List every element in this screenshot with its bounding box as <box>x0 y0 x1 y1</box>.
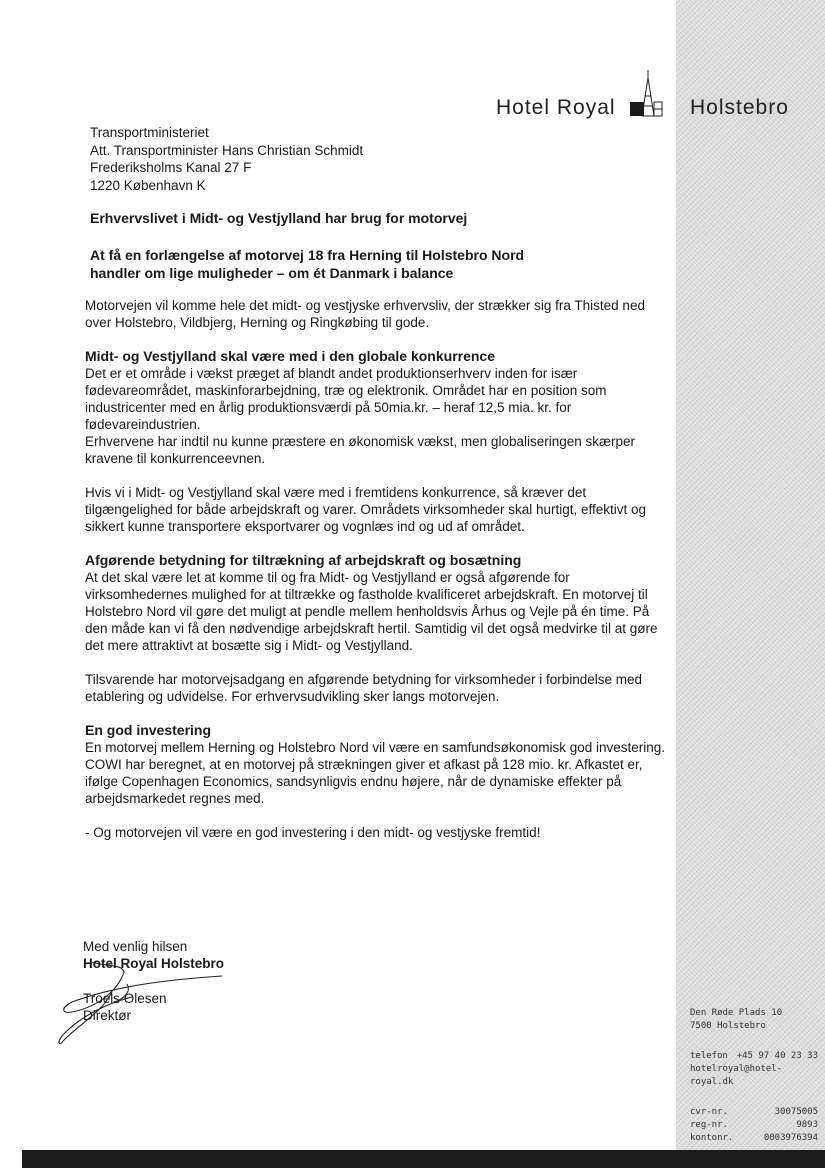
contact-phone-row <box>690 1050 818 1063</box>
section-paragraph: - Og motorvejen vil være en god investering i den midt- og vestjyske fremtid! <box>85 825 541 840</box>
contact-id-row <box>690 1106 818 1119</box>
signer-title: Direktør <box>83 1008 131 1023</box>
section-accessibility <box>85 484 670 535</box>
section-paragraph: Hvis vi i Midt- og Vestjylland skal være med i fremtidens konkurrence, så kræver det tilgængelighed for både arbejdskraft og varer. Områdets virksomheder skal hurtigt, effektivt og sikkert kunne transportere eksportvarer og vognlæs ind og ud af området. <box>85 485 647 534</box>
contact-id-label: cvr-nr. <box>690 1107 728 1117</box>
contact-phone-label: telefon <box>690 1051 728 1061</box>
contact-id-row <box>690 1132 818 1145</box>
letter-subject: Erhvervslivet i Midt- og Vestjylland har brug for motorvej <box>90 210 468 226</box>
section-final-remark <box>85 824 670 841</box>
recipient-line: Frederiksholms Kanal 27 F <box>90 160 252 175</box>
section-paragraph: Det er et område i vækst præget af blandt andet produktionserhverv inden for især fødevareområdet, maskinforarbejdning, træ og elektronik. Området har en position som industricenter med en årlig produktionsværdi på 50mia.kr. – heraf 12,5 mia. kr. for fødevareindustrien. <box>85 366 607 432</box>
contact-city: 7500 Holstebro <box>690 1021 766 1031</box>
footer-bar <box>22 1150 825 1168</box>
recipient-line: 1220 København K <box>90 177 206 193</box>
contact-id-row <box>690 1119 818 1132</box>
contact-id-value: 0003976394 <box>763 1133 818 1143</box>
contact-id-label: reg-nr. <box>690 1120 728 1130</box>
recipient-line: Att. Transportminister Hans Christian Schmidt <box>90 142 364 158</box>
brand-name-right: Holstebro <box>690 96 789 119</box>
contact-id-label: kontonr. <box>690 1133 734 1143</box>
section-paragraph: At det skal være let at komme til og fra Midt- og Vestjylland er også afgørende for virksomhedernes mulighed for at tiltrække og fastholde kvalificeret arbejdskraft. En motorvej til Holstebro Nord vil gøre det muligt at pendle mellem henholdsvis Århus og Vejle på én time. På den måde kan vi få den nødvendige arbejdskraft hertil. Samtidig vil det også medvirke til at gøre det mere attraktivt at bosætte sig i Midt- og Vestjylland. <box>85 570 658 653</box>
handwritten-signature <box>52 962 232 1048</box>
recipient-address <box>90 124 363 194</box>
section-global-competition <box>85 348 670 467</box>
contact-email: hotelroyal@hotel-royal.dk <box>690 1064 783 1087</box>
section-workforce <box>85 552 670 654</box>
contact-id-value: 30075005 <box>774 1107 818 1117</box>
letter-lead: At få en forlængelse af motorvej 18 fra Herning til Holstebro Nord handler om lige muligheder – om ét Danmark i balance <box>90 247 525 281</box>
recipient-line: Transportministeriet <box>90 125 209 140</box>
contact-id-value: 9893 <box>796 1120 818 1130</box>
closing-greeting: Med venlig hilsen <box>83 939 188 954</box>
section-paragraph: Tilsvarende har motorvejsadgang en afgørende betydning for virksomheder i forbindelse med etablering og udvidelse. For erhvervsudvikling sker langs motorvejen. <box>85 672 643 704</box>
signer-name: Troels Olesen <box>83 991 167 1006</box>
section-paragraph: En motorvej mellem Herning og Holstebro Nord vil være en samfundsøkonomisk god investering. COWI har beregnet, at en motorvej på strækningen giver et afkast på 128 mio. kr. Afkastet er, ifølge Copenhagen Economics, sandsynligvis endnu højere, når de dynamiske effekter på arbejdsmarkedet regnes med. <box>85 740 665 806</box>
section-heading: Afgørende betydning for tiltrækning af arbejdskraft og bosætning <box>85 552 522 568</box>
contact-block <box>690 1007 818 1145</box>
section-motorway-access <box>85 671 670 705</box>
closing-company: Hotel Royal Holstebro <box>83 956 225 971</box>
intro-paragraph: Motorvejen vil komme hele det midt- og vestjyske erhvervsliv, der strækker sig fra Thisted ned over Holstebro, Vildbjerg, Herning og Ringkøbing til gode. <box>85 298 645 330</box>
section-heading: En god investering <box>85 722 212 738</box>
section-heading: Midt- og Vestjylland skal være med i den globale konkurrence <box>85 348 496 364</box>
section-investment <box>85 722 670 807</box>
section-paragraph: Erhvervene har indtil nu kunne præstere en økonomisk vækst, men globaliseringen skærper kravene til konkurrenceevnen. <box>85 434 636 466</box>
letter-body <box>85 297 670 858</box>
contact-street: Den Røde Plads 10 <box>690 1008 783 1018</box>
letterhead-sidebar <box>676 0 825 1168</box>
hotel-tower-icon <box>629 68 663 118</box>
brand-name-left: Hotel Royal <box>496 96 616 119</box>
contact-phone: +45 97 40 23 33 <box>736 1051 818 1061</box>
